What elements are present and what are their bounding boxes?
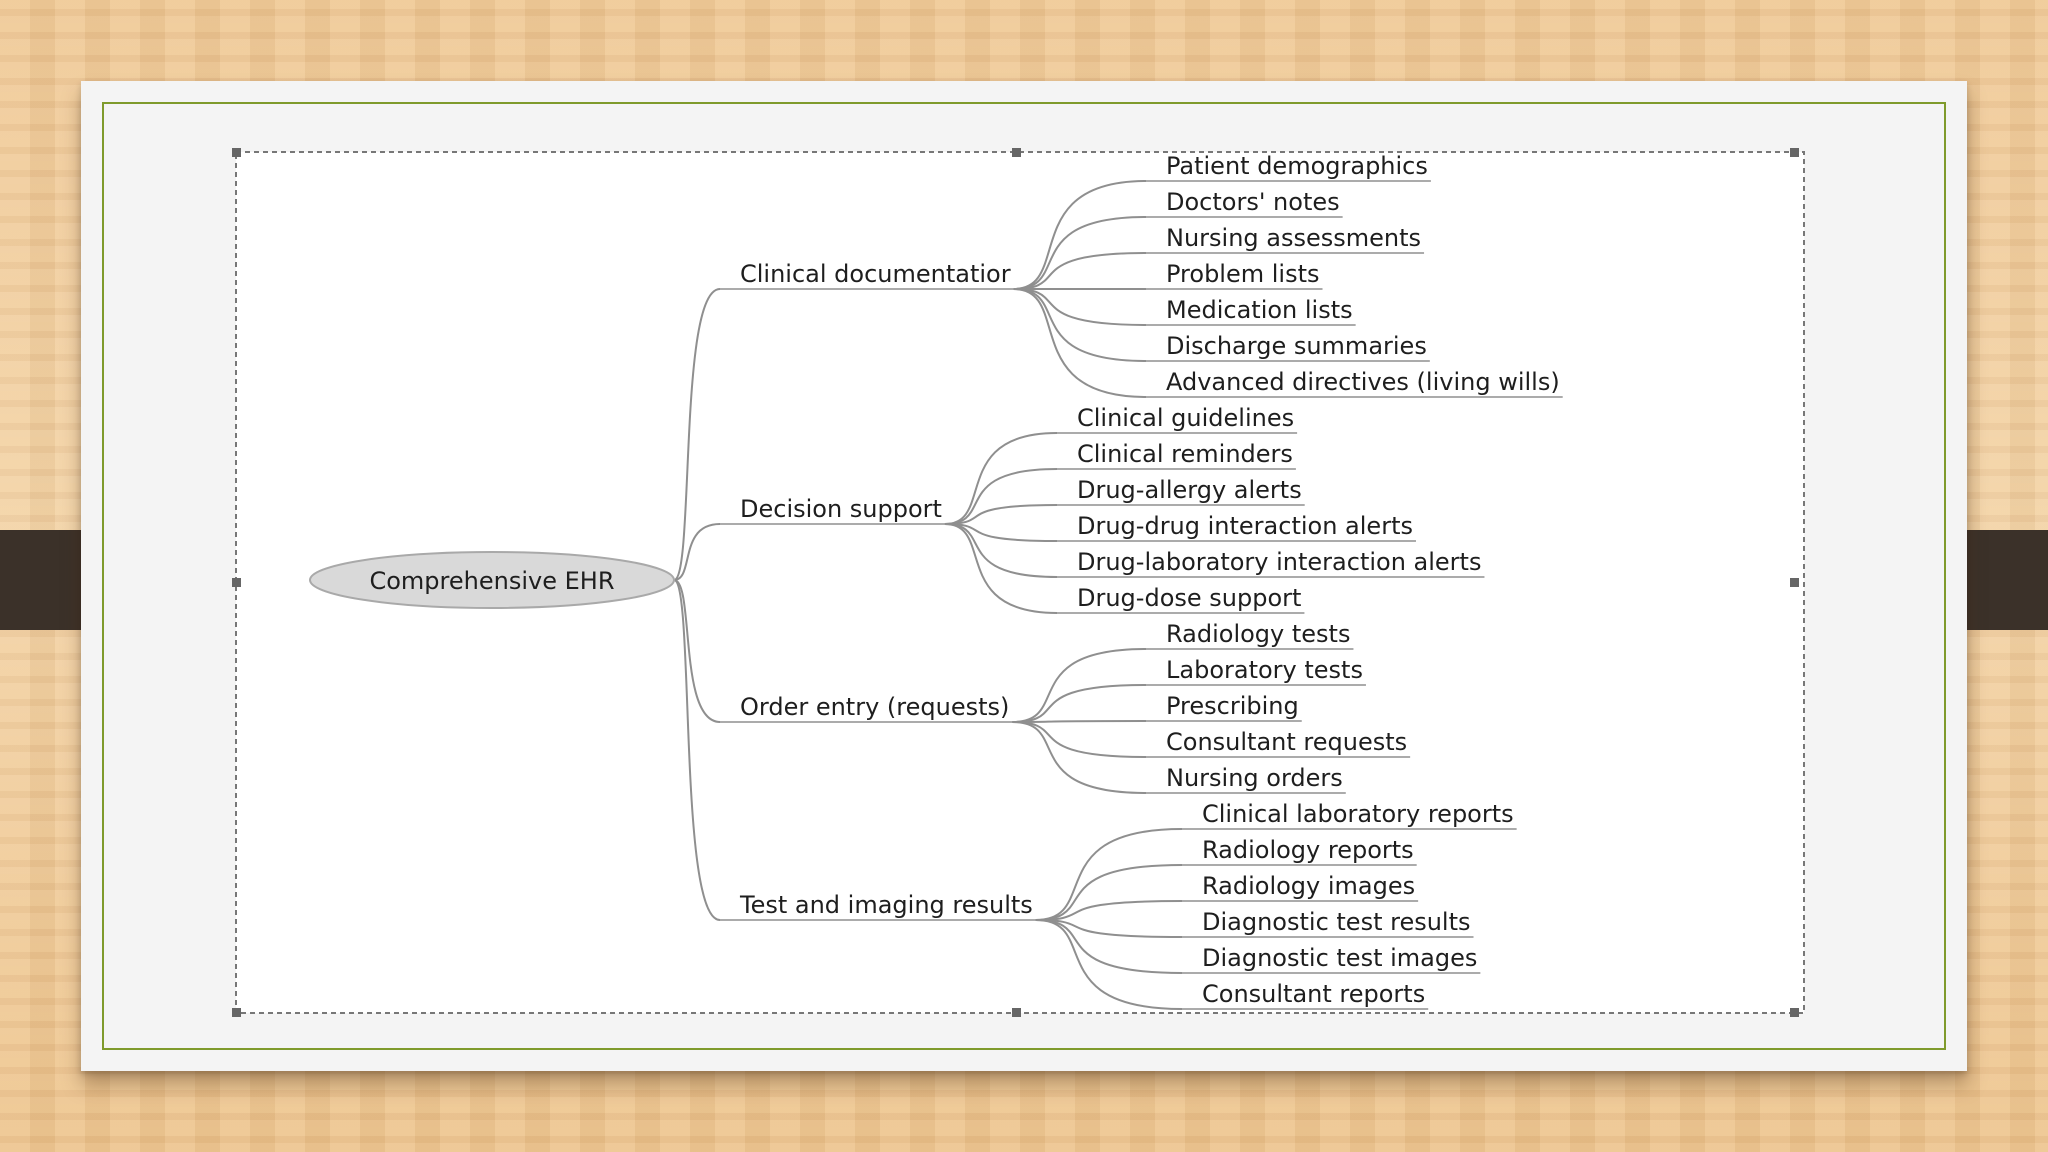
handle-middle-left[interactable] bbox=[232, 578, 241, 587]
leaf-label: Radiology tests bbox=[1166, 620, 1351, 648]
leaf-label: Drug-dose support bbox=[1077, 584, 1302, 612]
leaf-label: Nursing orders bbox=[1166, 764, 1343, 792]
handle-bottom-right[interactable] bbox=[1790, 1008, 1799, 1017]
leaf-label: Advanced directives (living wills) bbox=[1166, 368, 1560, 396]
leaf-label: Prescribing bbox=[1166, 692, 1299, 720]
branch-label: Clinical documentatior bbox=[740, 260, 1011, 288]
leaf-label: Diagnostic test results bbox=[1202, 908, 1471, 936]
handle-top-right[interactable] bbox=[1790, 148, 1799, 157]
leaf-label: Drug-allergy alerts bbox=[1077, 476, 1302, 504]
root-node bbox=[310, 552, 674, 608]
branch-label: Decision support bbox=[740, 495, 942, 523]
leaf-label: Laboratory tests bbox=[1166, 656, 1363, 684]
leaf-label: Clinical reminders bbox=[1077, 440, 1293, 468]
leaf-label: Radiology images bbox=[1202, 872, 1416, 900]
handle-bottom-left[interactable] bbox=[232, 1008, 241, 1017]
leaf-label: Clinical guidelines bbox=[1077, 404, 1295, 432]
leaf-label: Doctors' notes bbox=[1166, 188, 1340, 216]
branch-label: Order entry (requests) bbox=[740, 693, 1010, 721]
leaf-label: Patient demographics bbox=[1166, 152, 1428, 180]
leaf-label: Problem lists bbox=[1166, 260, 1320, 288]
leaf-label: Nursing assessments bbox=[1166, 224, 1422, 252]
leaf-label: Diagnostic test images bbox=[1202, 944, 1478, 972]
leaf-label: Clinical laboratory reports bbox=[1202, 800, 1514, 828]
branch-label: Test and imaging results bbox=[740, 891, 1033, 919]
leaf-label: Drug-laboratory interaction alerts bbox=[1077, 548, 1482, 576]
handle-middle-right[interactable] bbox=[1790, 578, 1799, 587]
handle-bottom-center[interactable] bbox=[1012, 1008, 1021, 1017]
handle-top-center[interactable] bbox=[1012, 148, 1021, 157]
leaf-label: Medication lists bbox=[1166, 296, 1353, 324]
leaf-label: Discharge summaries bbox=[1166, 332, 1427, 360]
branch-to-leaf-link bbox=[1012, 721, 1146, 722]
leaf-label: Radiology reports bbox=[1202, 836, 1414, 864]
leaf-label: Consultant requests bbox=[1166, 728, 1408, 756]
leaf-label: Drug-drug interaction alerts bbox=[1077, 512, 1413, 540]
handle-top-left[interactable] bbox=[232, 148, 241, 157]
root-node-label: Comprehensive EHR bbox=[369, 567, 615, 595]
leaf-label: Consultant reports bbox=[1202, 980, 1426, 1008]
